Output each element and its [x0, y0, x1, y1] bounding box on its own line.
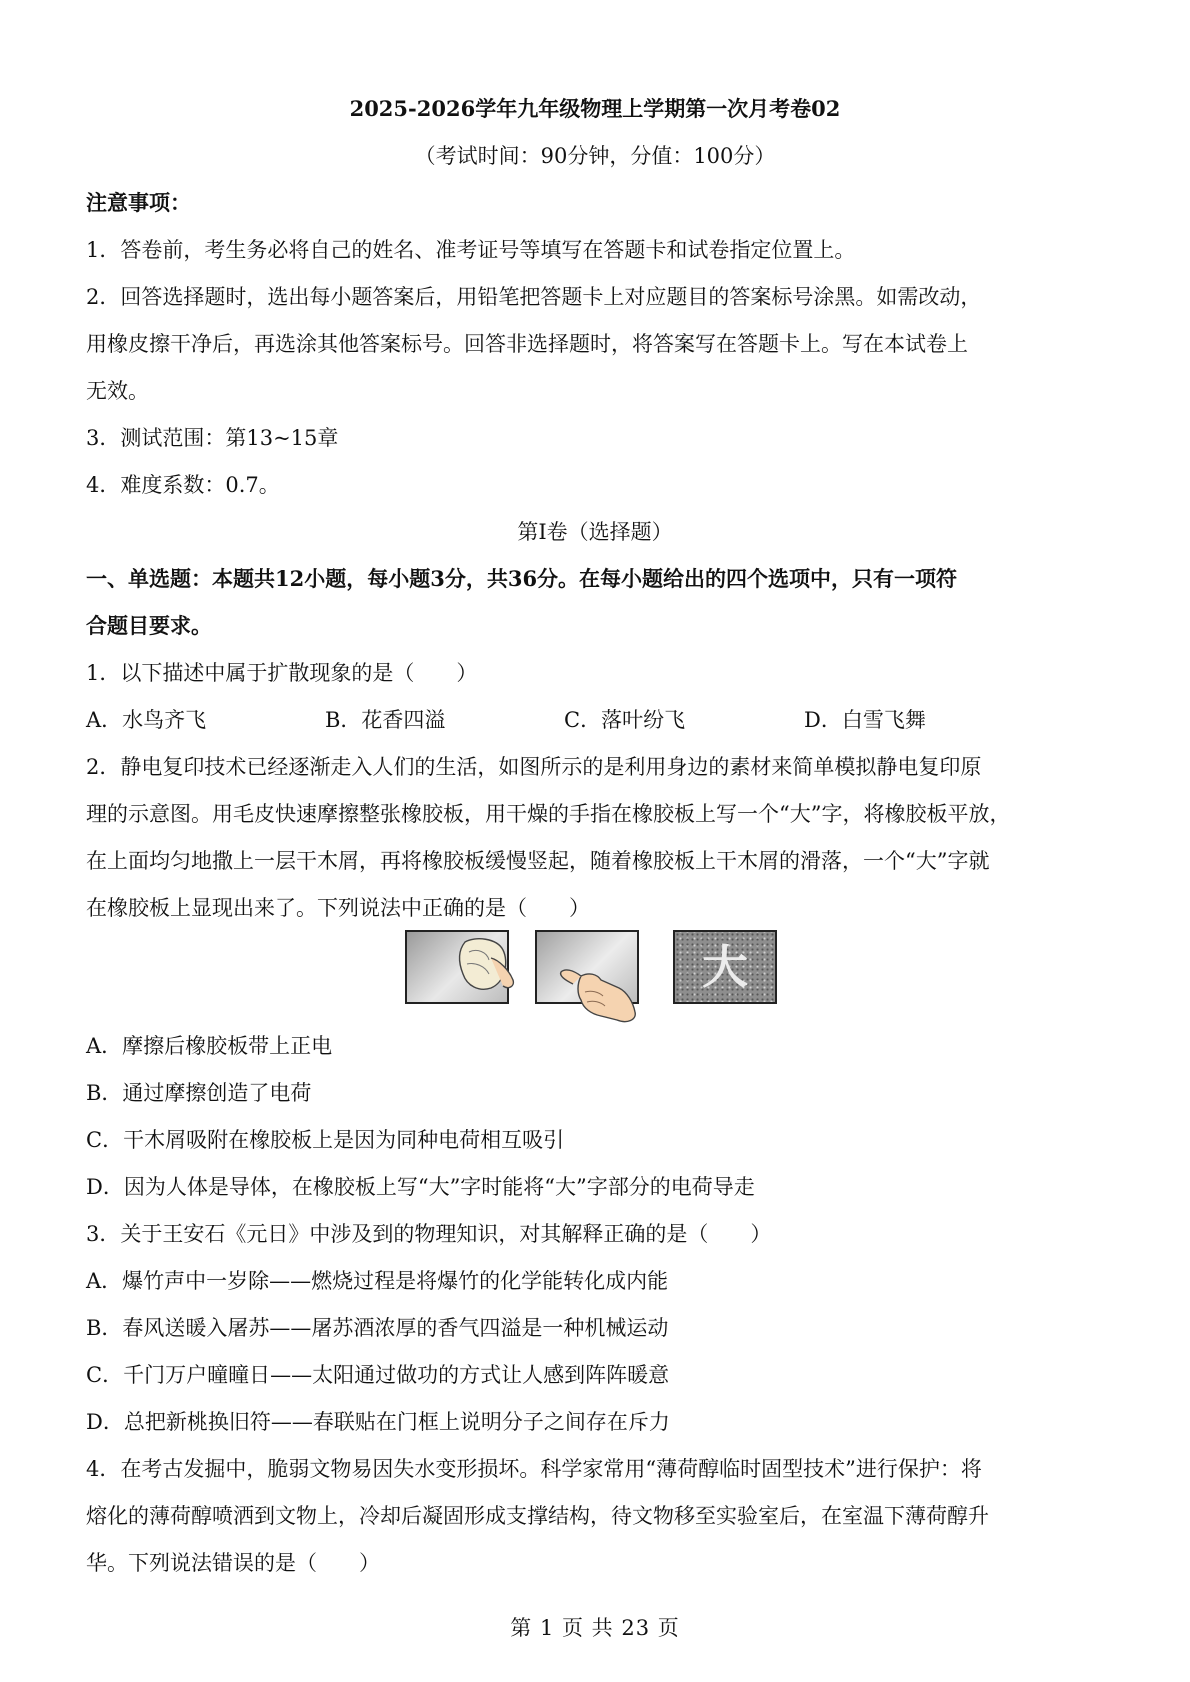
q1-option-b: B．花香四溢	[325, 708, 446, 732]
q2-stem-line-1: 2．静电复印技术已经逐渐走入人们的生活，如图所示的是利用身边的素材来简单模拟静电复印原	[86, 755, 982, 779]
q2-figure	[405, 930, 785, 1022]
hand-finger-icon	[405, 930, 785, 1022]
exam-title: 2025-2026学年九年级物理上学期第一次月考卷02	[349, 96, 841, 121]
q4-stem-line-1: 4．在考古发掘中，脆弱文物易因失水变形损坏。科学家常用“薄荷醇临时固型技术”进行保护：将	[86, 1457, 982, 1481]
q3-option-b: B．春风送暖入屠苏——屠苏酒浓厚的香气四溢是一种机械运动	[86, 1316, 669, 1340]
section-heading-line-1: 一、单选题：本题共12小题，每小题3分，共36分。在每小题给出的四个选项中，只有一项符	[86, 566, 958, 591]
notes-item-2-line-3: 无效。	[86, 379, 149, 403]
q2-option-b: B．通过摩擦创造了电荷	[86, 1081, 312, 1105]
section-heading-line-2: 合题目要求。	[86, 613, 212, 638]
notes-item-2-line-1: 2．回答选择题时，选出每小题答案后，用铅笔把答题卡上对应题目的答案标号涂黑。如需改动，	[86, 285, 982, 309]
notes-item-4: 4．难度系数：0.7。	[86, 473, 280, 497]
q2-option-a: A．摩擦后橡胶板带上正电	[86, 1034, 333, 1058]
q1-option-c: C．落叶纷飞	[564, 708, 686, 732]
q1-stem: 1．以下描述中属于扩散现象的是（ ）	[86, 661, 478, 685]
q3-option-d: D．总把新桃换旧符——春联贴在门框上说明分子之间存在斥力	[86, 1410, 670, 1434]
q1-option-a: A．水鸟齐飞	[86, 708, 207, 732]
q2-option-c: C．干木屑吸附在橡胶板上是因为同种电荷相互吸引	[86, 1128, 565, 1152]
q2-stem-line-3: 在上面均匀地撒上一层干木屑，再将橡胶板缓慢竖起，随着橡胶板上干木屑的滑落，一个“大”字就	[86, 849, 990, 873]
board-character: 大	[702, 940, 748, 994]
q3-option-a: A．爆竹声中一岁除——燃烧过程是将爆竹的化学能转化成内能	[86, 1269, 669, 1293]
q3-stem: 3．关于王安石《元日》中涉及到的物理知识，对其解释正确的是（ ）	[86, 1222, 772, 1246]
q2-option-d: D．因为人体是导体，在橡胶板上写“大”字时能将“大”字部分的电荷导走	[86, 1175, 755, 1199]
q4-stem-line-2: 熔化的薄荷醇喷洒到文物上，冷却后凝固形成支撑结构，待文物移至实验室后，在室温下薄荷醇升	[86, 1504, 989, 1528]
exam-subtitle: （考试时间：90分钟，分值：100分）	[414, 144, 776, 168]
q4-stem-line-3: 华。下列说法错误的是（ ）	[86, 1551, 380, 1575]
notes-item-1: 1．答卷前，考生务必将自己的姓名、准考证号等填写在答题卡和试卷指定位置上。	[86, 238, 856, 262]
q1-option-d: D．白雪飞舞	[804, 708, 926, 732]
volume-title: 第Ⅰ卷（选择题）	[517, 520, 673, 544]
notes-item-2-line-2: 用橡皮擦干净后，再选涂其他答案标号。回答非选择题时，将答案写在答题卡上。写在本试卷上	[86, 332, 968, 356]
page-number: 第 1 页 共 23 页	[510, 1616, 680, 1640]
q2-stem-line-4: 在橡胶板上显现出来了。下列说法中正确的是（ ）	[86, 896, 590, 920]
q2-stem-line-2: 理的示意图。用毛皮快速摩擦整张橡胶板，用干燥的手指在橡胶板上写一个“大”字，将橡胶板平放，	[86, 802, 1011, 826]
notes-heading: 注意事项：	[86, 190, 191, 215]
notes-item-3: 3．测试范围：第13~15章	[86, 426, 339, 450]
q3-option-c: C．千门万户曈曈日——太阳通过做功的方式让人感到阵阵暖意	[86, 1363, 670, 1387]
